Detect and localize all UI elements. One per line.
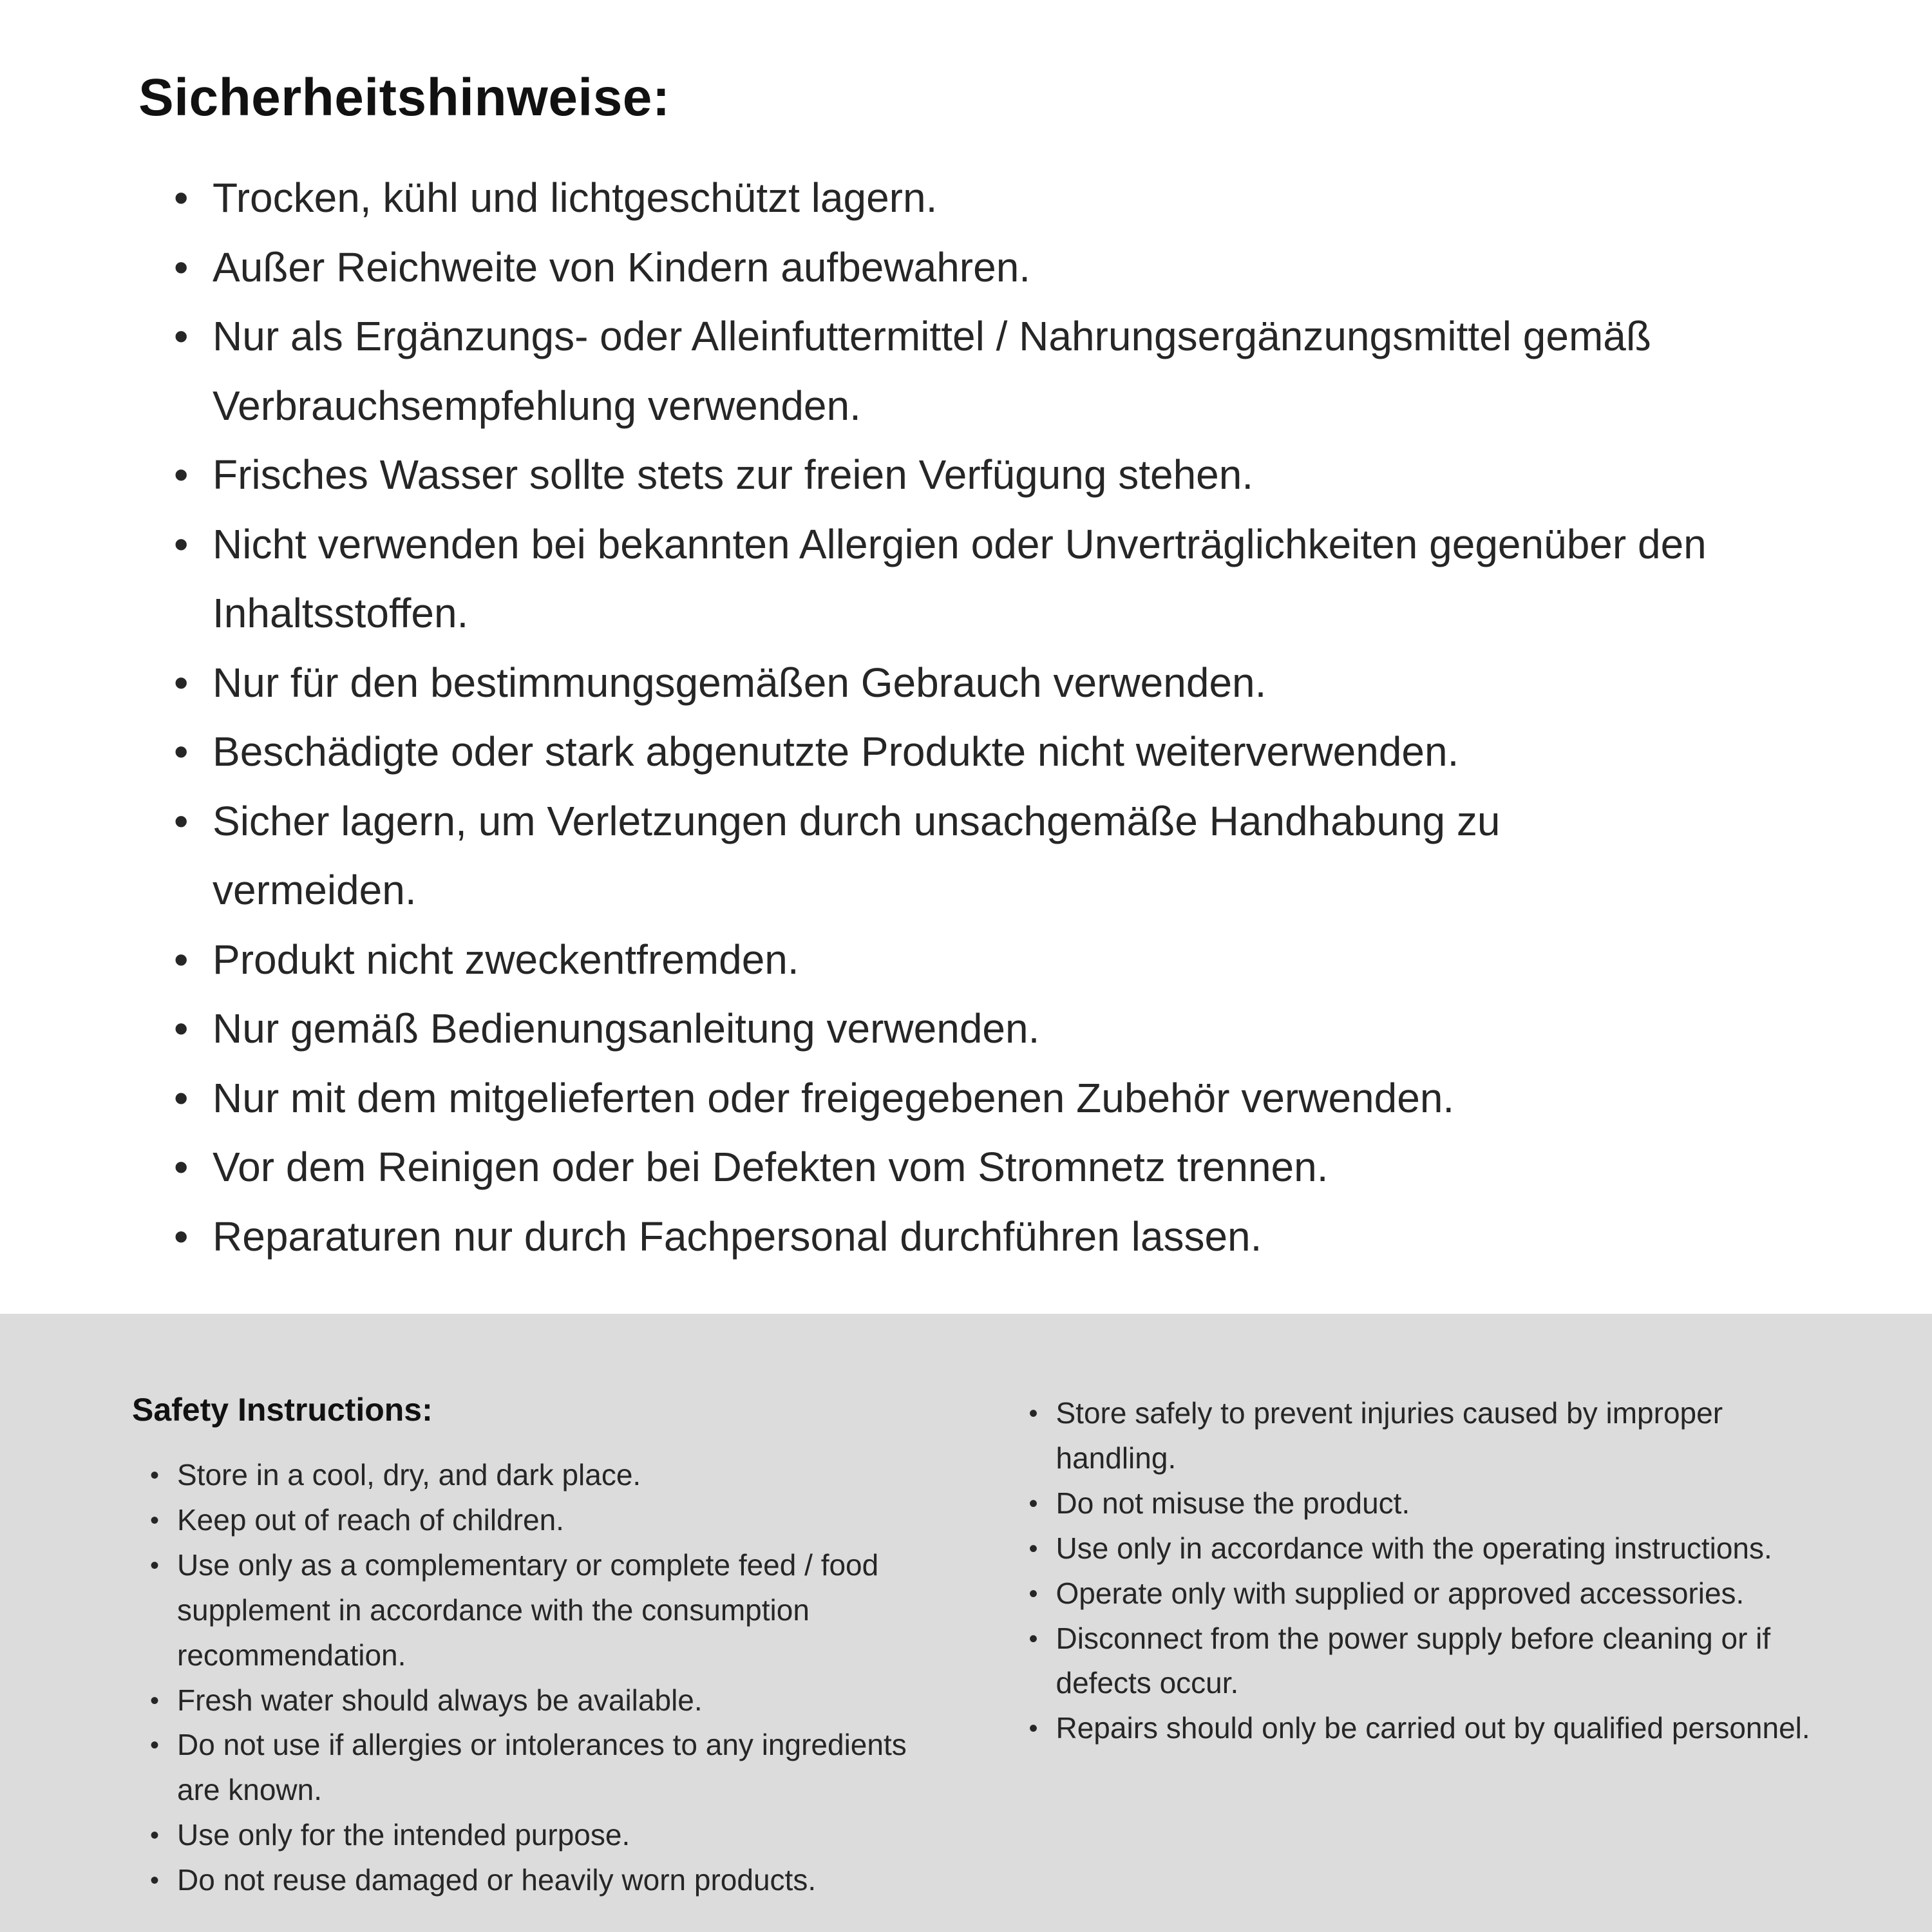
english-left-column	[132, 1391, 933, 1932]
list-item: • Repairs should only be carried out by qualified personnel.	[1029, 1706, 1830, 1751]
english-right-column	[1029, 1391, 1830, 1932]
list-item: • Disconnect from the power supply before cleaning or if defects occur.	[1029, 1616, 1830, 1707]
list-item: • Nur als Ergänzungs- oder Alleinfuttermittel / Nahrungsergänzungsmittel gemäß Verbrauchsempfehlung verwenden.	[174, 302, 1713, 440]
list-item: • Nur gemäß Bedienungsanleitung verwenden.	[174, 994, 1713, 1064]
list-item: • Trocken, kühl und lichtgeschützt lagern.	[174, 164, 1713, 233]
list-item: • Produkt nicht zweckentfremden.	[174, 925, 1713, 995]
list-item: • Nur für den bestimmungsgemäßen Gebrauch verwenden.	[174, 649, 1713, 718]
list-item: • Store safely to prevent injuries caused by improper handling.	[1029, 1391, 1830, 1481]
list-item: • Sicher lagern, um Verletzungen durch unsachgemäße Handhabung zu vermeiden.	[174, 787, 1713, 925]
german-safety-list	[138, 164, 1716, 1271]
list-item: • Do not reuse damaged or heavily worn products.	[150, 1858, 933, 1903]
list-item: • Operate only with supplied or approved accessories.	[1029, 1571, 1830, 1616]
list-item: • Use only in accordance with the operating instructions.	[1029, 1526, 1830, 1571]
list-item: • Use only for the intended purpose.	[150, 1813, 933, 1858]
list-item: • Nicht verwenden bei bekannten Allergien oder Unverträglichkeiten gegenüber den Inhaltsstoffen.	[174, 510, 1713, 649]
list-item: • Keep out of reach of children.	[150, 1498, 933, 1543]
list-item: • Do not misuse the product.	[1029, 1481, 1830, 1526]
english-section-title: Safety Instructions:	[132, 1392, 433, 1428]
list-item: • Außer Reichweite von Kindern aufbewahren.	[174, 233, 1713, 303]
german-section-title: Sicherheitshinweise:	[138, 68, 670, 127]
list-item: • Store in a cool, dry, and dark place.	[150, 1453, 933, 1498]
list-item: • Do not use if allergies or intolerances to any ingredients are known.	[150, 1723, 933, 1813]
english-safety-list-right	[1029, 1391, 1830, 1751]
english-safety-section	[0, 1314, 1932, 1932]
list-item: • Fresh water should always be available.	[150, 1678, 933, 1723]
list-item: • Frisches Wasser sollte stets zur freien Verfügung stehen.	[174, 440, 1713, 510]
list-item: • Vor dem Reinigen oder bei Defekten vom Stromnetz trennen.	[174, 1133, 1713, 1202]
english-safety-list-left	[132, 1453, 933, 1903]
list-item: • Beschädigte oder stark abgenutzte Produkte nicht weiterverwenden.	[174, 717, 1713, 787]
list-item: • Use only as a complementary or complete feed / food supplement in accordance with the consumption recommendation.	[150, 1543, 933, 1678]
list-item: • Nur mit dem mitgelieferten oder freigegebenen Zubehör verwenden.	[174, 1064, 1713, 1133]
list-item: • Reparaturen nur durch Fachpersonal durchführen lassen.	[174, 1202, 1713, 1272]
